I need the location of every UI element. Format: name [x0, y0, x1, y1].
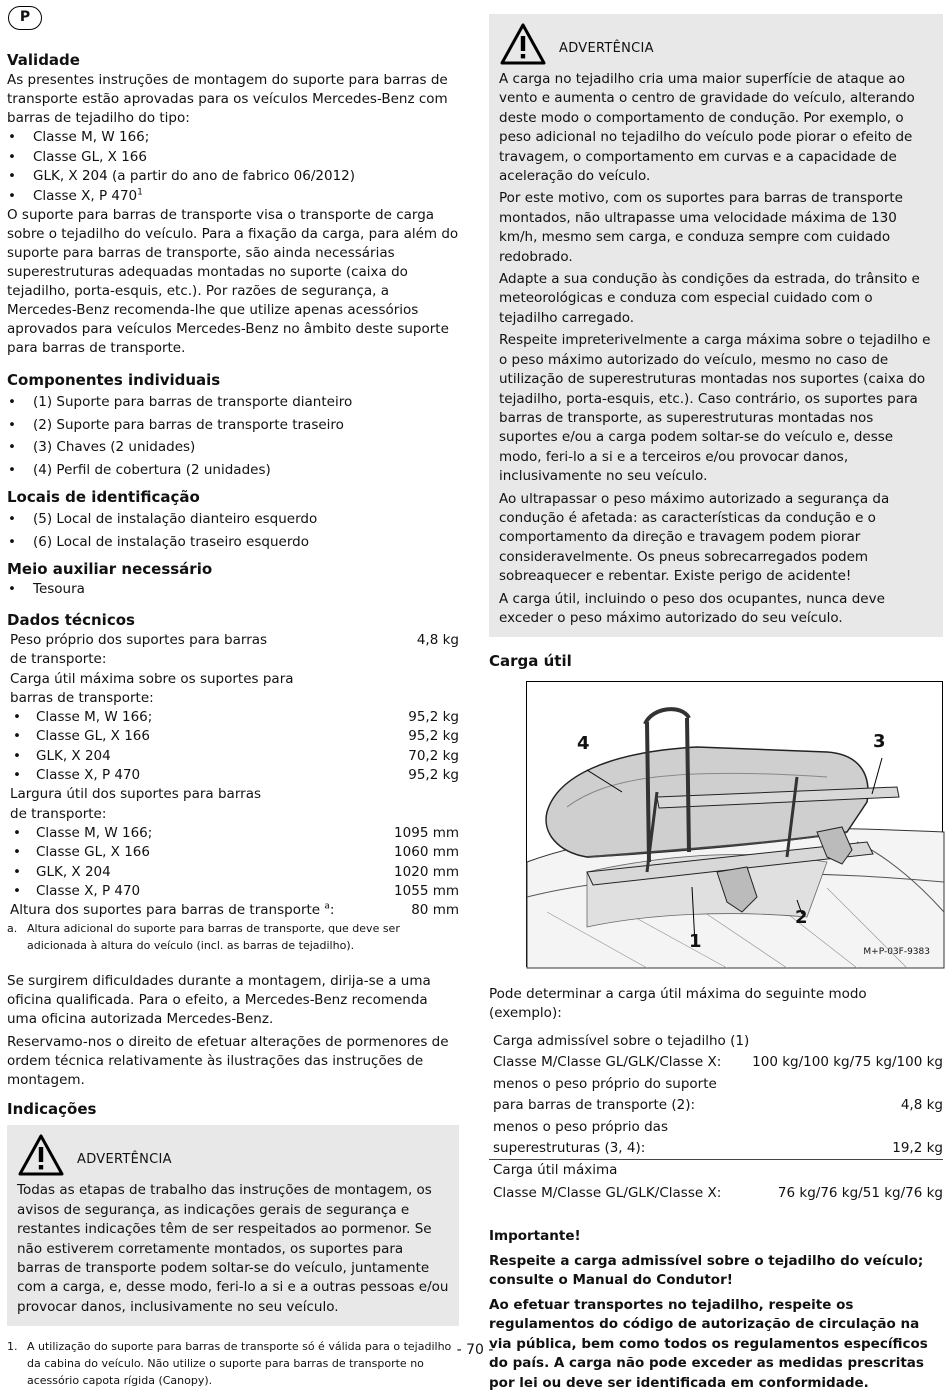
footnote-mark: a.	[7, 922, 18, 936]
cell-value: 100 kg/100 kg/75 kg/100 kg	[752, 1053, 943, 1070]
table-row	[7, 843, 459, 862]
validade-body: O suporte para barras de transporte visa o transporte de carga sobre o tejadilho do veículo. Para a fixação da carga, para além do suporte para barras de transporte, são ainda necessárias superestruturas adequadas montadas no suporte (caixa do tejadilho, porta-esquis, etc.). Por razões de segurança, a Mercedes-Benz recomenda-lhe que utilize apenas acessórios aprovados para veículos Mercedes-Benz no âmbito deste suporte para barras de transporte.	[7, 207, 459, 357]
indicacoes-heading: Indicações	[7, 1100, 97, 1119]
warning-paragraph: Por este motivo, com os suportes para barras de transporte montados, não ultrapasse uma velocidade máxima de 130 km/h, mesmo sem carga, e conduza sempre com cuidado redobrado.	[499, 190, 903, 265]
footnote-mark: 1.	[7, 1340, 18, 1354]
warning-paragraph: A carga útil, incluindo o peso dos ocupantes, nunca deve exceder o peso máximo autorizado do seu veículo.	[499, 590, 885, 626]
table-row	[7, 708, 459, 727]
figure-label: 3	[873, 731, 886, 753]
warning-triangle-icon	[499, 22, 547, 66]
warning-triangle-icon	[17, 1133, 65, 1177]
table-row	[489, 1031, 943, 1052]
cell-value: 76 kg/76 kg/51 kg/76 kg	[777, 1184, 943, 1201]
table-row	[7, 882, 459, 901]
table-row	[489, 1074, 943, 1115]
figure-label: 1	[689, 931, 702, 953]
table-row	[7, 670, 459, 709]
cell-label: menos o peso próprio do suporte para barras de transporte (2):	[493, 1076, 717, 1113]
warning-paragraph: Adapte a sua condução às condições da estrada, do trânsito e meteorológicas e conduza com especial cuidado com o tejadilho carregado.	[499, 271, 920, 326]
warning-paragraph: Respeite impreterivelmente a carga máxima sobre o tejadilho e o peso máximo autorizado do veículo, mesmo no caso de utilização de superestruturas montadas nos suportes (caixa do tejadilho, porta-esquis, etc.). Caso contrário, os suportes para barras de transporte, as superestruturas montadas nos suportes e/ou a carga podem soltar-se do veículo e, desse modo, feri-lo a si e a terceiros e/ou provocar danos, inclusivamente no seu veículo.	[499, 332, 931, 485]
componentes-heading: Componentes individuais	[7, 371, 221, 390]
cell-label: Classe M/Classe GL/GLK/Classe X:	[493, 1184, 722, 1201]
footnote-text: Altura adicional do suporte para barras de transporte, que deve ser adicionada à altura do veículo (incl. as barras de tejadilho).	[27, 922, 400, 953]
componentes-list	[7, 391, 459, 481]
list-item: • Classe M, W 166;	[7, 128, 459, 148]
list-item: • Classe GL, X 166	[7, 148, 459, 168]
table-row	[7, 863, 459, 882]
warning-box-left	[7, 1125, 459, 1326]
cell-label: Carga útil máxima	[493, 1162, 618, 1179]
cell-label: • Classe X, P 470	[7, 882, 140, 901]
cell-value: 1095 mm	[394, 824, 459, 841]
list-item-text: Classe X, P 470	[33, 187, 138, 204]
footnote-ref: 1	[137, 187, 143, 198]
cell-label: Classe M/Classe GL/GLK/Classe X:	[493, 1053, 722, 1070]
altura-label: Altura dos suportes para barras de transporte $^a$:	[10, 901, 335, 919]
warning-title: ADVERTÊNCIA	[77, 1151, 172, 1167]
page-number: - 70 -	[456, 1342, 494, 1358]
validade-heading: Validade	[7, 51, 80, 69]
carga-util-intro: Pode determinar a carga útil máxima do seguinte modo (exemplo):	[489, 986, 867, 1022]
cell-label: • Classe M, W 166;	[7, 824, 152, 843]
cell-value: 70,2 kg	[408, 747, 459, 764]
tech-data-table	[7, 631, 459, 920]
table-row	[7, 727, 459, 746]
roof-rack-illustration	[526, 681, 943, 967]
cell-value: 95,2 kg	[408, 728, 459, 745]
warning-header	[499, 22, 933, 66]
warning-box-right	[489, 14, 943, 637]
roof-rack-drawing	[527, 682, 944, 968]
table-row	[7, 766, 459, 785]
list-item: • (4) Perfil de cobertura (2 unidades)	[7, 459, 459, 482]
footnote-text: A utilização do suporte para barras de transporte só é válida para o tejadilho da cabina do veículo. Não utilize o suporte para barras de transporte no acessório capota rígida (Canopy).	[27, 1340, 452, 1388]
reserva-paragraph: Reservamo-nos o direito de efetuar alterações de pormenores de ordem técnica relativamente às ilustrações das instruções de montagem.	[7, 1034, 449, 1089]
table-row	[7, 901, 459, 920]
largura-label: Largura útil dos suportes para barras de transporte:	[10, 786, 262, 822]
peso-value: 4,8 kg	[416, 631, 459, 648]
warning-header	[17, 1133, 449, 1177]
right-column	[489, 14, 943, 1393]
table-row	[7, 785, 459, 824]
importante-paragraph: Ao efetuar transportes no tejadilho, respeite os regulamentos do código de autorização de circulação na via pública, bem como todos os regulamentos específicos do país. A carga não pode exceder as medidas prescritas por lei ou deve ser identificada em conformidade.	[489, 1296, 928, 1391]
meio-list	[7, 580, 459, 600]
figure-label: 4	[577, 733, 590, 755]
load-calculation-table	[489, 1031, 943, 1203]
cell-label: • GLK, X 204	[7, 747, 111, 766]
list-item: • (6) Local de instalação traseiro esquerdo	[7, 531, 459, 554]
list-item: • (5) Local de instalação dianteiro esquerdo	[7, 508, 459, 531]
altura-value: 80 mm	[411, 902, 459, 919]
cell-value: 95,2 kg	[408, 767, 459, 784]
table-row	[489, 1052, 943, 1073]
cell-label: Carga admissível sobre o tejadilho (1)	[493, 1033, 750, 1050]
importante-paragraph: Respeite a carga admissível sobre o tejadilho do veículo; consulte o Manual do Condutor!	[489, 1252, 924, 1289]
figure-code: M+P-03F-9383	[863, 947, 930, 958]
importante-title: Importante!	[489, 1228, 581, 1245]
cell-value: 19,2 kg	[892, 1139, 943, 1156]
cell-label: menos o peso próprio das superestruturas (3, 4):	[493, 1119, 668, 1156]
cell-value: 4,8 kg	[900, 1096, 943, 1113]
cell-value: 1020 mm	[394, 863, 459, 880]
locais-heading: Locais de identificação	[7, 488, 200, 507]
list-item: • (1) Suporte para barras de transporte dianteiro	[7, 391, 459, 414]
validade-list	[7, 128, 459, 206]
cell-label: • GLK, X 204	[7, 863, 111, 882]
language-badge: P	[8, 6, 42, 30]
cell-value: 1055 mm	[394, 882, 459, 899]
carga-util-heading: Carga útil	[489, 652, 572, 671]
cell-label: • Classe X, P 470	[7, 766, 140, 785]
table-row	[489, 1183, 943, 1204]
carga-label: Carga útil máxima sobre os suportes para barras de transporte:	[10, 670, 294, 706]
table-row	[7, 747, 459, 766]
oficina-paragraph: Se surgirem dificuldades durante a montagem, dirija-se a uma oficina qualificada. Para o efeito, a Mercedes-Benz recomenda uma oficina autorizada Mercedes-Benz.	[7, 973, 431, 1028]
cell-value: 95,2 kg	[408, 709, 459, 726]
cell-label: • Classe GL, X 166	[7, 843, 150, 862]
cell-label: • Classe GL, X 166	[7, 727, 150, 746]
table-row	[7, 631, 459, 670]
locais-list	[7, 508, 459, 553]
warning-title: ADVERTÊNCIA	[559, 40, 654, 56]
list-item: • (3) Chaves (2 unidades)	[7, 436, 459, 459]
dados-heading: Dados técnicos	[7, 610, 135, 629]
peso-label: Peso próprio dos suportes para barras de transporte:	[10, 631, 268, 668]
list-item: • GLK, X 204 (a partir do ano de fabrico 06/2012)	[7, 167, 459, 187]
warning-paragraph: A carga no tejadilho cria uma maior superfície de ataque ao vento e aumenta o centro de gravidade do veículo, alterando deste modo o comportamento de condução. Por exemplo, o peso adicional no tejadilho do veículo pode piorar o efeito de travagem, o comportamento em curvas e a capacidade de aceleração do veículo.	[499, 71, 915, 185]
warning-paragraph: Ao ultrapassar o peso máximo autorizado a segurança da condução é afetada: as características da condução e o comportamento da direção e travagem podem piorar consideravelmente. Os pneus sobrecarregados podem sobreaquecer e rebentar. Existe perigo de acidente!	[499, 490, 890, 585]
list-item: • Tesoura	[7, 580, 459, 600]
cell-label: • Classe M, W 166;	[7, 708, 152, 727]
figure-label: 2	[795, 907, 808, 929]
table-footnote	[7, 920, 459, 954]
cell-value: 1060 mm	[394, 844, 459, 861]
table-row	[7, 824, 459, 843]
altura-label-text: Altura dos suportes para barras de transporte	[10, 902, 321, 919]
table-row	[489, 1159, 943, 1181]
list-item	[7, 187, 459, 207]
list-item: • (2) Suporte para barras de transporte traseiro	[7, 414, 459, 437]
left-column	[7, 50, 459, 1389]
footnote-ref: a	[324, 901, 330, 912]
table-row	[489, 1117, 943, 1158]
meio-heading: Meio auxiliar necessário	[7, 560, 213, 579]
warning-text: Todas as etapas de trabalho das instruções de montagem, os avisos de segurança, as indicações gerais de segurança e restantes indicações têm de ser respeitados ao pormenor. Se não estiverem corretamente montados, os suportes para barras de transporte podem soltar-se do veículo, juntamente com a carga, e, desse modo, feri-lo a si e a outras pessoas e/ou provocar danos, inclusivamente no seu veículo.	[17, 1182, 449, 1315]
validade-intro: As presentes instruções de montagem do suporte para barras de transporte estão aprovadas para os veículos Mercedes-Benz com barras de tejadilho do tipo:	[7, 72, 448, 126]
